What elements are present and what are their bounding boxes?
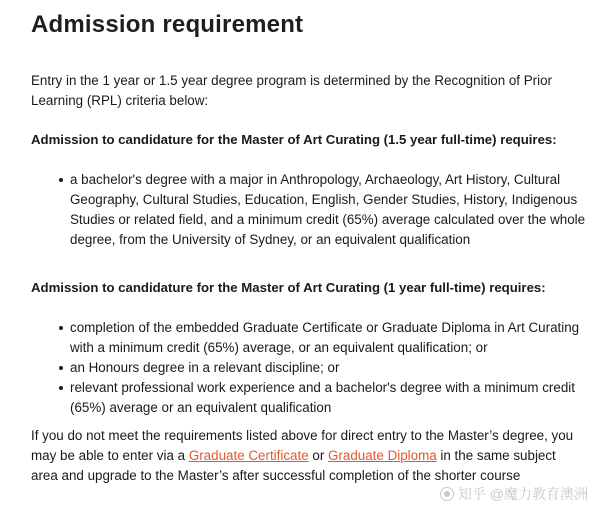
outro-text-middle: or <box>308 448 329 463</box>
list-item: relevant professional work experience and a bachelor's degree with a minimum credit (65%) average or an equivalent qualification <box>59 378 589 418</box>
outro-text-after: in the same subject area and upgrade to the Master’s after successful completion of the shorter course <box>31 448 556 483</box>
list-item: a bachelor's degree with a major in Anthropology, Archaeology, Art History, Cultural Geography, Cultural Studies, Education, English, Gender Studies, History, Indigenous Studies or related field, and a minimum credit (65%) average calculated over the whole degree, from the University of Sydney, or an equivalent qualification <box>59 170 589 250</box>
watermark <box>440 484 588 504</box>
outro-paragraph <box>31 426 586 486</box>
subheading-1-year: Admission to candidature for the Master of Art Curating (1 year full-time) requires: <box>31 280 546 295</box>
graduate-certificate-link[interactable]: Graduate Certificate <box>188 448 309 463</box>
requirements-list-1-year <box>59 318 589 418</box>
watermark-text: 知乎 @魔力教育澳洲 <box>457 486 588 502</box>
intro-paragraph: Entry in the 1 year or 1.5 year degree program is determined by the Recognition of Prior Learning (RPL) criteria below: <box>31 73 553 108</box>
graduate-diploma-link[interactable]: Graduate Diploma <box>328 448 437 463</box>
list-item: completion of the embedded Graduate Certificate or Graduate Diploma in Art Curating with a minimum credit (65%) average, or an equivalent qualification; or <box>59 318 589 358</box>
outro-text-before: If you do not meet the requirements listed above for direct entry to the Master’s degree, you may be able to enter via a <box>31 428 574 463</box>
page-title: Admission requirement <box>31 11 304 38</box>
zhihu-at-icon <box>440 487 454 501</box>
list-item: an Honours degree in a relevant discipline; or <box>59 358 589 378</box>
requirements-list-1-5-year <box>59 170 589 250</box>
subheading-1-5-year: Admission to candidature for the Master of Art Curating (1.5 year full-time) requires: <box>31 132 557 147</box>
